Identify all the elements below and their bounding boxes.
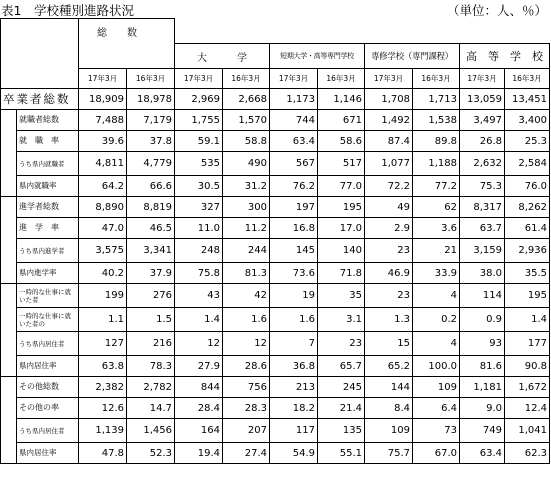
cell: 14.7 (127, 398, 175, 419)
table-row (1, 131, 550, 152)
cell: 93 (460, 332, 505, 356)
cell: 2,584 (505, 152, 550, 176)
cell: 21.4 (318, 398, 365, 419)
cell: 2,668 (223, 89, 270, 110)
cell: 12 (175, 332, 223, 356)
cell: 71.8 (318, 263, 365, 284)
cell: 16.8 (270, 218, 318, 239)
cell: 39.6 (79, 131, 127, 152)
lead-cell (1, 131, 17, 152)
cell: 517 (318, 152, 365, 176)
cell: 75.3 (460, 176, 505, 197)
cell: 114 (460, 284, 505, 308)
row-label: 一時的な仕事に就いた者の (17, 308, 79, 332)
cell: 109 (365, 419, 413, 443)
cell: 18,978 (127, 89, 175, 110)
cell: 1,041 (505, 419, 550, 443)
lead-cell (1, 239, 17, 263)
cell: 12.4 (505, 398, 550, 419)
header-top-blank (175, 19, 550, 44)
cell: 4 (413, 332, 460, 356)
row-label: 進学者総数 (17, 197, 79, 218)
cell: 127 (79, 332, 127, 356)
cell: 1,570 (223, 110, 270, 131)
lead-cell (1, 218, 17, 239)
cell: 490 (223, 152, 270, 176)
cell: 67.0 (413, 443, 460, 464)
cell: 3.1 (318, 308, 365, 332)
cell: 62 (413, 197, 460, 218)
table-row (1, 110, 550, 131)
cell: 23 (365, 284, 413, 308)
table-row (1, 443, 550, 464)
cell: 244 (223, 239, 270, 263)
year-16: 16年3月 (413, 69, 460, 89)
cell: 75.8 (175, 263, 223, 284)
table-row (1, 263, 550, 284)
cell: 26.8 (460, 131, 505, 152)
cell: 89.8 (413, 131, 460, 152)
cell: 65.7 (318, 356, 365, 377)
cell: 3,400 (505, 110, 550, 131)
cell: 49 (365, 197, 413, 218)
cell: 844 (175, 377, 223, 398)
cell: 37.8 (127, 131, 175, 152)
cell: 9.0 (460, 398, 505, 419)
cell: 1.4 (505, 308, 550, 332)
cell: 58.8 (223, 131, 270, 152)
cell: 15 (365, 332, 413, 356)
cell: 73.6 (270, 263, 318, 284)
cell: 12 (223, 332, 270, 356)
cell: 1,456 (127, 419, 175, 443)
cell: 8,317 (460, 197, 505, 218)
cell: 77.2 (413, 176, 460, 197)
cell: 65.2 (365, 356, 413, 377)
cell: 207 (223, 419, 270, 443)
lead-cell (1, 263, 17, 284)
table-title: 表1 学校種別進路状況 (1, 3, 134, 18)
cell: 55.1 (318, 443, 365, 464)
cell: 30.5 (175, 176, 223, 197)
cell: 1,181 (460, 377, 505, 398)
row-label: 県内居住率 (17, 443, 79, 464)
header-row-3 (1, 69, 550, 89)
cell: 7 (270, 332, 318, 356)
cell: 197 (270, 197, 318, 218)
row-label: うち県内進学者 (17, 239, 79, 263)
lead-cell (1, 176, 17, 197)
cell: 1.3 (365, 308, 413, 332)
lead-cell (1, 398, 17, 419)
header-total-blank (79, 44, 175, 69)
cell: 42 (223, 284, 270, 308)
cell: 1,708 (365, 89, 413, 110)
cell: 66.6 (127, 176, 175, 197)
cell: 2,382 (79, 377, 127, 398)
cell: 28.3 (223, 398, 270, 419)
cell: 2.9 (365, 218, 413, 239)
cell: 64.2 (79, 176, 127, 197)
row-label: その他の率 (17, 398, 79, 419)
cell: 12.6 (79, 398, 127, 419)
cell: 4,811 (79, 152, 127, 176)
cell: 63.8 (79, 356, 127, 377)
header-total: 総 数 (79, 19, 175, 44)
lead-cell (1, 284, 17, 308)
corner-cell (1, 19, 79, 89)
cell: 3.6 (413, 218, 460, 239)
cell: 63.4 (270, 131, 318, 152)
cell: 28.6 (223, 356, 270, 377)
year-17: 17年3月 (460, 69, 505, 89)
cell: 744 (270, 110, 318, 131)
cell: 100.0 (413, 356, 460, 377)
cell: 8,262 (505, 197, 550, 218)
cell: 6.4 (413, 398, 460, 419)
row-label: 卒業者総数 (1, 89, 79, 110)
cell: 327 (175, 197, 223, 218)
cell: 31.2 (223, 176, 270, 197)
cell: 77.0 (318, 176, 365, 197)
cell: 33.9 (413, 263, 460, 284)
row-label: うち県内居住者 (17, 332, 79, 356)
cell: 35 (318, 284, 365, 308)
cell: 46.9 (365, 263, 413, 284)
cell: 62.3 (505, 443, 550, 464)
cell: 199 (79, 284, 127, 308)
lead-cell (1, 197, 17, 218)
cell: 37.9 (127, 263, 175, 284)
cell: 8,890 (79, 197, 127, 218)
table-row (1, 377, 550, 398)
cell: 7,488 (79, 110, 127, 131)
cell: 1.6 (270, 308, 318, 332)
cell: 1,077 (365, 152, 413, 176)
cell: 535 (175, 152, 223, 176)
row-label: 就職者総数 (17, 110, 79, 131)
cell: 54.9 (270, 443, 318, 464)
lead-cell (1, 110, 17, 131)
cell: 75.7 (365, 443, 413, 464)
cell: 52.3 (127, 443, 175, 464)
cell: 19.4 (175, 443, 223, 464)
cell: 2,782 (127, 377, 175, 398)
header-special: 専修学校（専門課程） (365, 44, 460, 69)
row-label: うち県内就職者 (17, 152, 79, 176)
cell: 195 (505, 284, 550, 308)
cell: 213 (270, 377, 318, 398)
lead-cell (1, 332, 17, 356)
cell: 1.5 (127, 308, 175, 332)
cell: 13,451 (505, 89, 550, 110)
cell: 61.4 (505, 218, 550, 239)
cell: 11.0 (175, 218, 223, 239)
cell: 164 (175, 419, 223, 443)
cell: 8.4 (365, 398, 413, 419)
year-16: 16年3月 (318, 69, 365, 89)
table-row (1, 356, 550, 377)
cell: 1,755 (175, 110, 223, 131)
row-label: 一時的な仕事に就いた者 (17, 284, 79, 308)
cell: 63.7 (460, 218, 505, 239)
cell: 27.9 (175, 356, 223, 377)
header-univ: 大 学 (175, 44, 270, 69)
cell: 2,969 (175, 89, 223, 110)
row-label: 県内居住率 (17, 356, 79, 377)
title-row (0, 0, 551, 18)
cell: 72.2 (365, 176, 413, 197)
cell: 7,179 (127, 110, 175, 131)
cell: 28.4 (175, 398, 223, 419)
cell: 3,497 (460, 110, 505, 131)
cell: 76.2 (270, 176, 318, 197)
table-row (1, 197, 550, 218)
cell: 25.3 (505, 131, 550, 152)
table-row (1, 89, 550, 110)
row-label: うち県内居住者 (17, 419, 79, 443)
unit-label: （単位：人、％） (446, 3, 547, 18)
cell: 109 (413, 377, 460, 398)
cell: 76.0 (505, 176, 550, 197)
cell: 17.0 (318, 218, 365, 239)
table-row (1, 332, 550, 356)
cell: 38.0 (460, 263, 505, 284)
cell: 59.1 (175, 131, 223, 152)
row-label: 県内就職率 (17, 176, 79, 197)
year-17: 17年3月 (175, 69, 223, 89)
cell: 1,492 (365, 110, 413, 131)
cell: 23 (365, 239, 413, 263)
cell: 13,059 (460, 89, 505, 110)
row-label: その他総数 (17, 377, 79, 398)
cell: 2,936 (505, 239, 550, 263)
cell: 36.8 (270, 356, 318, 377)
cell: 21 (413, 239, 460, 263)
cell: 2,632 (460, 152, 505, 176)
cell: 1,188 (413, 152, 460, 176)
header-junior: 短期大学・高等専門学校 (270, 44, 365, 69)
table-row (1, 284, 550, 308)
cell: 40.2 (79, 263, 127, 284)
cell: 78.3 (127, 356, 175, 377)
cell: 140 (318, 239, 365, 263)
cell: 3,341 (127, 239, 175, 263)
cell: 18,909 (79, 89, 127, 110)
cell: 1,672 (505, 377, 550, 398)
lead-cell (1, 443, 17, 464)
cell: 11.2 (223, 218, 270, 239)
cell: 245 (318, 377, 365, 398)
lead-cell (1, 377, 17, 398)
table-row (1, 398, 550, 419)
cell: 300 (223, 197, 270, 218)
cell: 27.4 (223, 443, 270, 464)
cell: 117 (270, 419, 318, 443)
table-row (1, 419, 550, 443)
cell: 47.8 (79, 443, 127, 464)
cell: 749 (460, 419, 505, 443)
cell: 47.0 (79, 218, 127, 239)
cell: 43 (175, 284, 223, 308)
header-row-1 (1, 19, 550, 44)
cell: 58.6 (318, 131, 365, 152)
cell: 18.2 (270, 398, 318, 419)
cell: 0.2 (413, 308, 460, 332)
lead-cell (1, 356, 17, 377)
cell: 73 (413, 419, 460, 443)
cell: 35.5 (505, 263, 550, 284)
cell: 1,139 (79, 419, 127, 443)
year-16: 16年3月 (127, 69, 175, 89)
cell: 567 (270, 152, 318, 176)
lead-cell (1, 419, 17, 443)
year-17: 17年3月 (365, 69, 413, 89)
cell: 1.4 (175, 308, 223, 332)
row-label: 県内進学率 (17, 263, 79, 284)
cell: 1,146 (318, 89, 365, 110)
year-17: 17年3月 (270, 69, 318, 89)
cell: 46.5 (127, 218, 175, 239)
row-label: 進 学 率 (17, 218, 79, 239)
table-row (1, 176, 550, 197)
cell: 1,713 (413, 89, 460, 110)
lead-cell (1, 308, 17, 332)
cell: 276 (127, 284, 175, 308)
cell: 23 (318, 332, 365, 356)
year-16: 16年3月 (505, 69, 550, 89)
cell: 145 (270, 239, 318, 263)
cell: 248 (175, 239, 223, 263)
cell: 90.8 (505, 356, 550, 377)
table-row (1, 239, 550, 263)
cell: 756 (223, 377, 270, 398)
header-high: 高 等 学 校 (460, 44, 550, 69)
header-row-2 (1, 44, 550, 69)
table-row (1, 152, 550, 176)
cell: 1,173 (270, 89, 318, 110)
cell: 63.4 (460, 443, 505, 464)
table-row (1, 308, 550, 332)
cell: 144 (365, 377, 413, 398)
cell: 81.3 (223, 263, 270, 284)
cell: 1.6 (223, 308, 270, 332)
cell: 4,779 (127, 152, 175, 176)
year-16: 16年3月 (223, 69, 270, 89)
cell: 195 (318, 197, 365, 218)
cell: 4 (413, 284, 460, 308)
cell: 87.4 (365, 131, 413, 152)
cell: 135 (318, 419, 365, 443)
cell: 0.9 (460, 308, 505, 332)
cell: 1.1 (79, 308, 127, 332)
cell: 671 (318, 110, 365, 131)
lead-cell (1, 152, 17, 176)
row-label: 就 職 率 (17, 131, 79, 152)
cell: 1,538 (413, 110, 460, 131)
cell: 216 (127, 332, 175, 356)
year-17: 17年3月 (79, 69, 127, 89)
cell: 3,575 (79, 239, 127, 263)
cell: 3,159 (460, 239, 505, 263)
cell: 81.6 (460, 356, 505, 377)
career-table (0, 18, 550, 464)
cell: 8,819 (127, 197, 175, 218)
cell: 177 (505, 332, 550, 356)
cell: 19 (270, 284, 318, 308)
table-row (1, 218, 550, 239)
